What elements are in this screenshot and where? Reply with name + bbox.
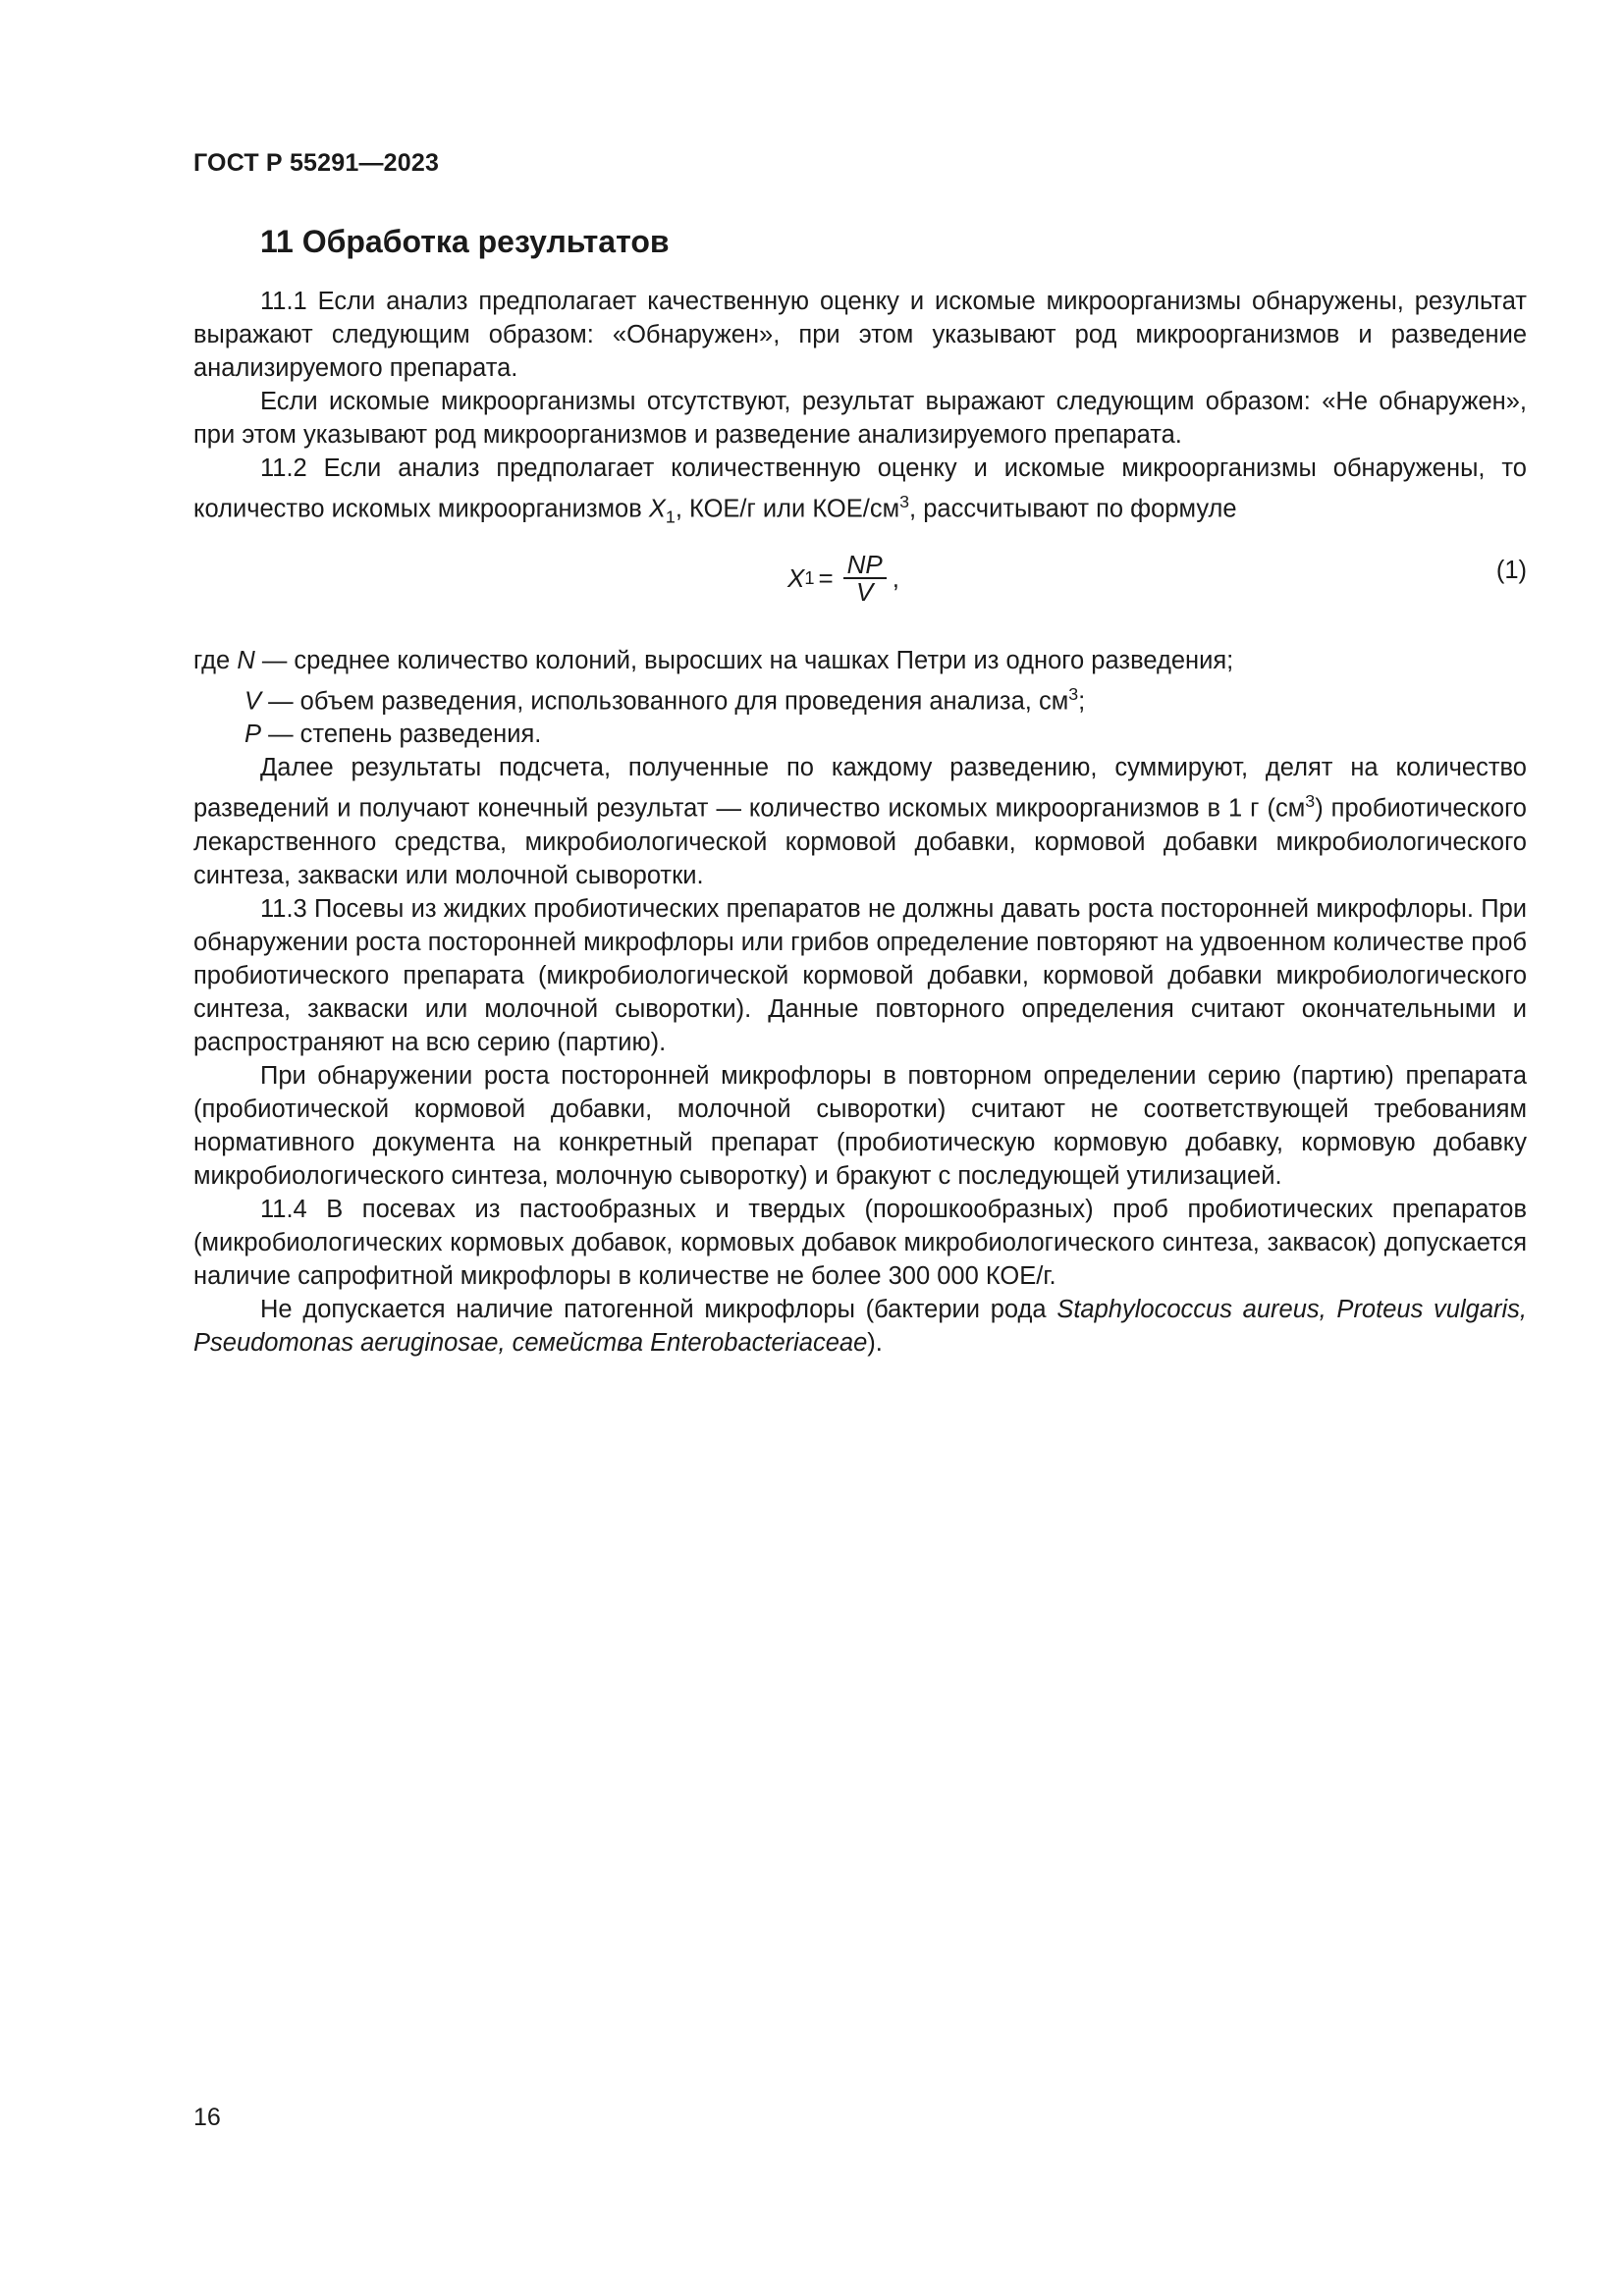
paragraph-11-1: 11.1 Если анализ предполагает качественную оценку и искомые микроорганизмы обнаружены, результат выражают следующим образом: «Обнаружен», при этом указывают род микроорганизмов и разведение анализируемого препарата. [193,288,1527,382]
paragraph-11-1-negative: Если искомые микроорганизмы отсутствуют, результат выражают следующим образом: «Не обнаружен», при этом указывают род микроорганизмов и разведение анализируемого препарата. [193,388,1527,449]
paragraph-11-3-repeat: При обнаружении роста посторонней микрофлоры в повторном определении серию (партию) препарата (пробиотической кормовой добавки, молочной сыворотки) считают не соответствующей требованиям нормативного документа на конкретный препарат (пробиотическую кормовую добавку, кормовую добавку микробиологического синтеза, молочную сыворотку) и бракуют с последующей утилизацией. [193,1061,1527,1190]
formula-lhs-sub: 1 [804,567,815,588]
paragraph-11-2: 11.2 Если анализ предполагает количественную оценку и искомые микроорганизмы обнаружены, то количество искомых микроорганизмов $X_1$, КОЕ/г или КОЕ/$см^3$, рассчитывают по формуле [193,454,1527,527]
formula-denominator: V [856,576,874,607]
section-body [193,285,1527,1360]
formula-equals: = [818,562,834,593]
formula-number: (1) [1495,556,1527,584]
where-n: где N — среднее количество колоний, выросших на чашках Петри из одного разведения; [193,646,1234,674]
page-number: 16 [193,2104,221,2131]
paragraph-pathogens: Не допускается наличие патогенной микрофлоры (бактерии рода Staphylococcus aureus, Proteus vulgaris, Pseudomonas aeruginosae, семейства Enterobacteriaceae). [193,1295,1527,1357]
paragraph-11-3: 11.3 Посевы из жидких пробиотических препаратов не должны давать роста посторонней микрофлоры. При обнаружении роста посторонней микрофлоры или грибов определение повторяют на удвоенном количестве проб пробиотического препарата (микробиологической кормовой добавки, кормовой добавки микробиологического синтеза, закваски или молочной сыворотки). Данные повторного определения считают окончательными и распространяют на всю серию (партию). [193,894,1527,1056]
formula-fraction [843,549,887,607]
section-title: 11 Обработка результатов [260,224,670,259]
formula-numerator: NP [843,552,887,579]
paragraph-11-4: 11.4 В посевах из пастообразных и твердых (порошкообразных) проб пробиотических препаратов (микробиологических кормовых добавок, кормовых добавок микробиологического синтеза, заквасок) допускается наличие сапрофитной микрофлоры в количестве не более 300 000 КОЕ/г. [193,1195,1527,1290]
formula-block [193,546,1527,624]
formula-comma: , [892,562,900,593]
formula-lhs: X [787,562,805,593]
where-v: V — объем разведения, использованного для проведения анализа, $см^3$; [244,683,1086,716]
document-header: ГОСТ Р 55291—2023 [193,149,440,177]
where-p: P — степень разведения. [244,721,542,749]
paragraph-summary: Далее результаты подсчета, полученные по каждому разведению, суммируют, делят на количество разведений и получают конечный результат — количество искомых микроорганизмов в 1 г $(см^3)$ пробиотического лекарственного средства, микробиологической кормовой добавки, кормовой добавки микробиологического синтеза, закваски или молочной сыворотки. [193,754,1527,889]
formula-1 [787,549,900,607]
